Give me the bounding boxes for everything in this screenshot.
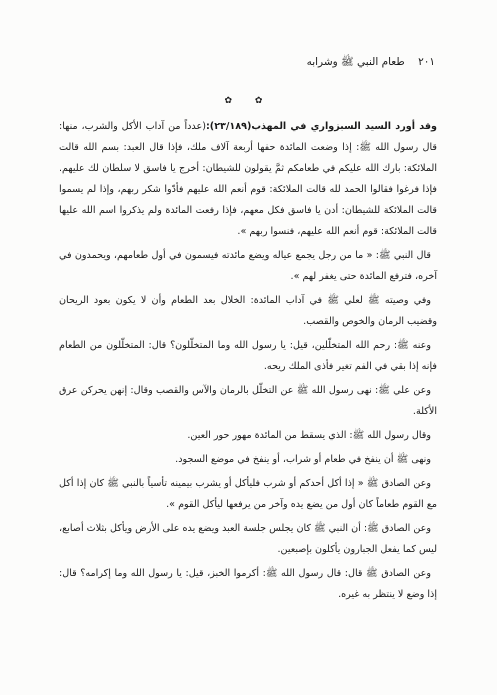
header-title: طعام النبي ﷺ وشرابه bbox=[306, 56, 405, 68]
section-ornament: ✿ ✿ bbox=[224, 96, 273, 106]
paragraph-4: وعن علي ﷺ: نهى رسول الله ﷺ عن التخلّل بالرمان والآس والقصب وقال: إنهن يحركن عرق الأكلة. bbox=[59, 385, 437, 417]
intro-text: (عدداً من آداب الأكل والشرب، منها: قال رسول الله ﷺ: إذا وضعت المائدة حفها أربعة آلاف ملك، فإذا قال العبد: بسم الله قالت الملائكة: بارك الله عليكم في طعامكم ثمَّ يقولون للشيطان: أخرج يا فاسق لا سلطان لك عليهم. فإذا فرغوا فقالوا الحمد لله قالت الملائكة: قوم أنعم الله عليهم فأدّوا شكر ربهم، وإذا لم يسموا قالت الملائكة للشيطان: أدن يا فاسق فكل معهم، فإذا رفعت المائدة ولم يذكروا اسم الله عليها قالت الملائكة: قوم أنعم الله عليهم، فنسوا ربهم ». bbox=[59, 121, 437, 237]
paragraph-9: وعن الصادق ﷺ قال: قال رسول الله ﷺ: أكرموا الخبز، قيل: يا رسول الله وما إكرامه؟ قال: إذا وضع لا ينتظر به غيره. bbox=[59, 568, 437, 600]
page-number: ٢٠١ bbox=[418, 56, 435, 68]
intro-heading: وقد أورد السيد السبزواري في المهذب(٢٣/١٨٩): bbox=[205, 121, 437, 132]
paragraph-6: ونهى ﷺ أن ينفخ في طعام أو شراب، أو ينفخ في موضع السجود. bbox=[175, 454, 431, 465]
running-header bbox=[307, 56, 435, 71]
page-body bbox=[59, 116, 437, 605]
paragraph-2: وفي وصيته ﷺ لعلي ﷺ في آداب المائدة: الخلال بعد الطعام وأن لا يكون بعود الريحان وقضيب الرمان والخوص والقصب. bbox=[59, 295, 437, 327]
paragraph-3: وعنه ﷺ: رحم الله المتخلّلين، قيل: يا رسول الله وما المتخلّلون؟ قال: المتخلّلون من الطعام فإنه إذا بقي في الفم تغير فأذى الملك ريحه. bbox=[59, 340, 437, 372]
paragraph-8: وعن الصادق ﷺ: أن النبي ﷺ كان يجلس جلسة العبد ويضع يده على الأرض ويأكل بثلاث أصابع، ليس كما يفعل الجبارون يأكلون بإصبعين. bbox=[59, 523, 437, 555]
paragraph-1: قال النبي ﷺ: « ما من رجل يجمع عياله ويضع مائدته فيسمون في أول طعامهم، ويحمدون في آخره، فترفع المائدة حتى يغفر لهم ». bbox=[59, 250, 437, 282]
paragraph-7: وعن الصادق ﷺ « إذا أكل أحدكم أو شرب فليأكل أو يشرب بيمينه تأسياً بالنبي ﷺ كان إذا أكل مع القوم طعاماً كان أول من يضع يده وآخر من يرفعها ليأكل القوم ». bbox=[59, 478, 437, 510]
intro-paragraph bbox=[59, 116, 437, 242]
paragraph-5: وقال رسول الله ﷺ: الذي يسقط من المائدة مهور حور العين. bbox=[187, 430, 431, 441]
